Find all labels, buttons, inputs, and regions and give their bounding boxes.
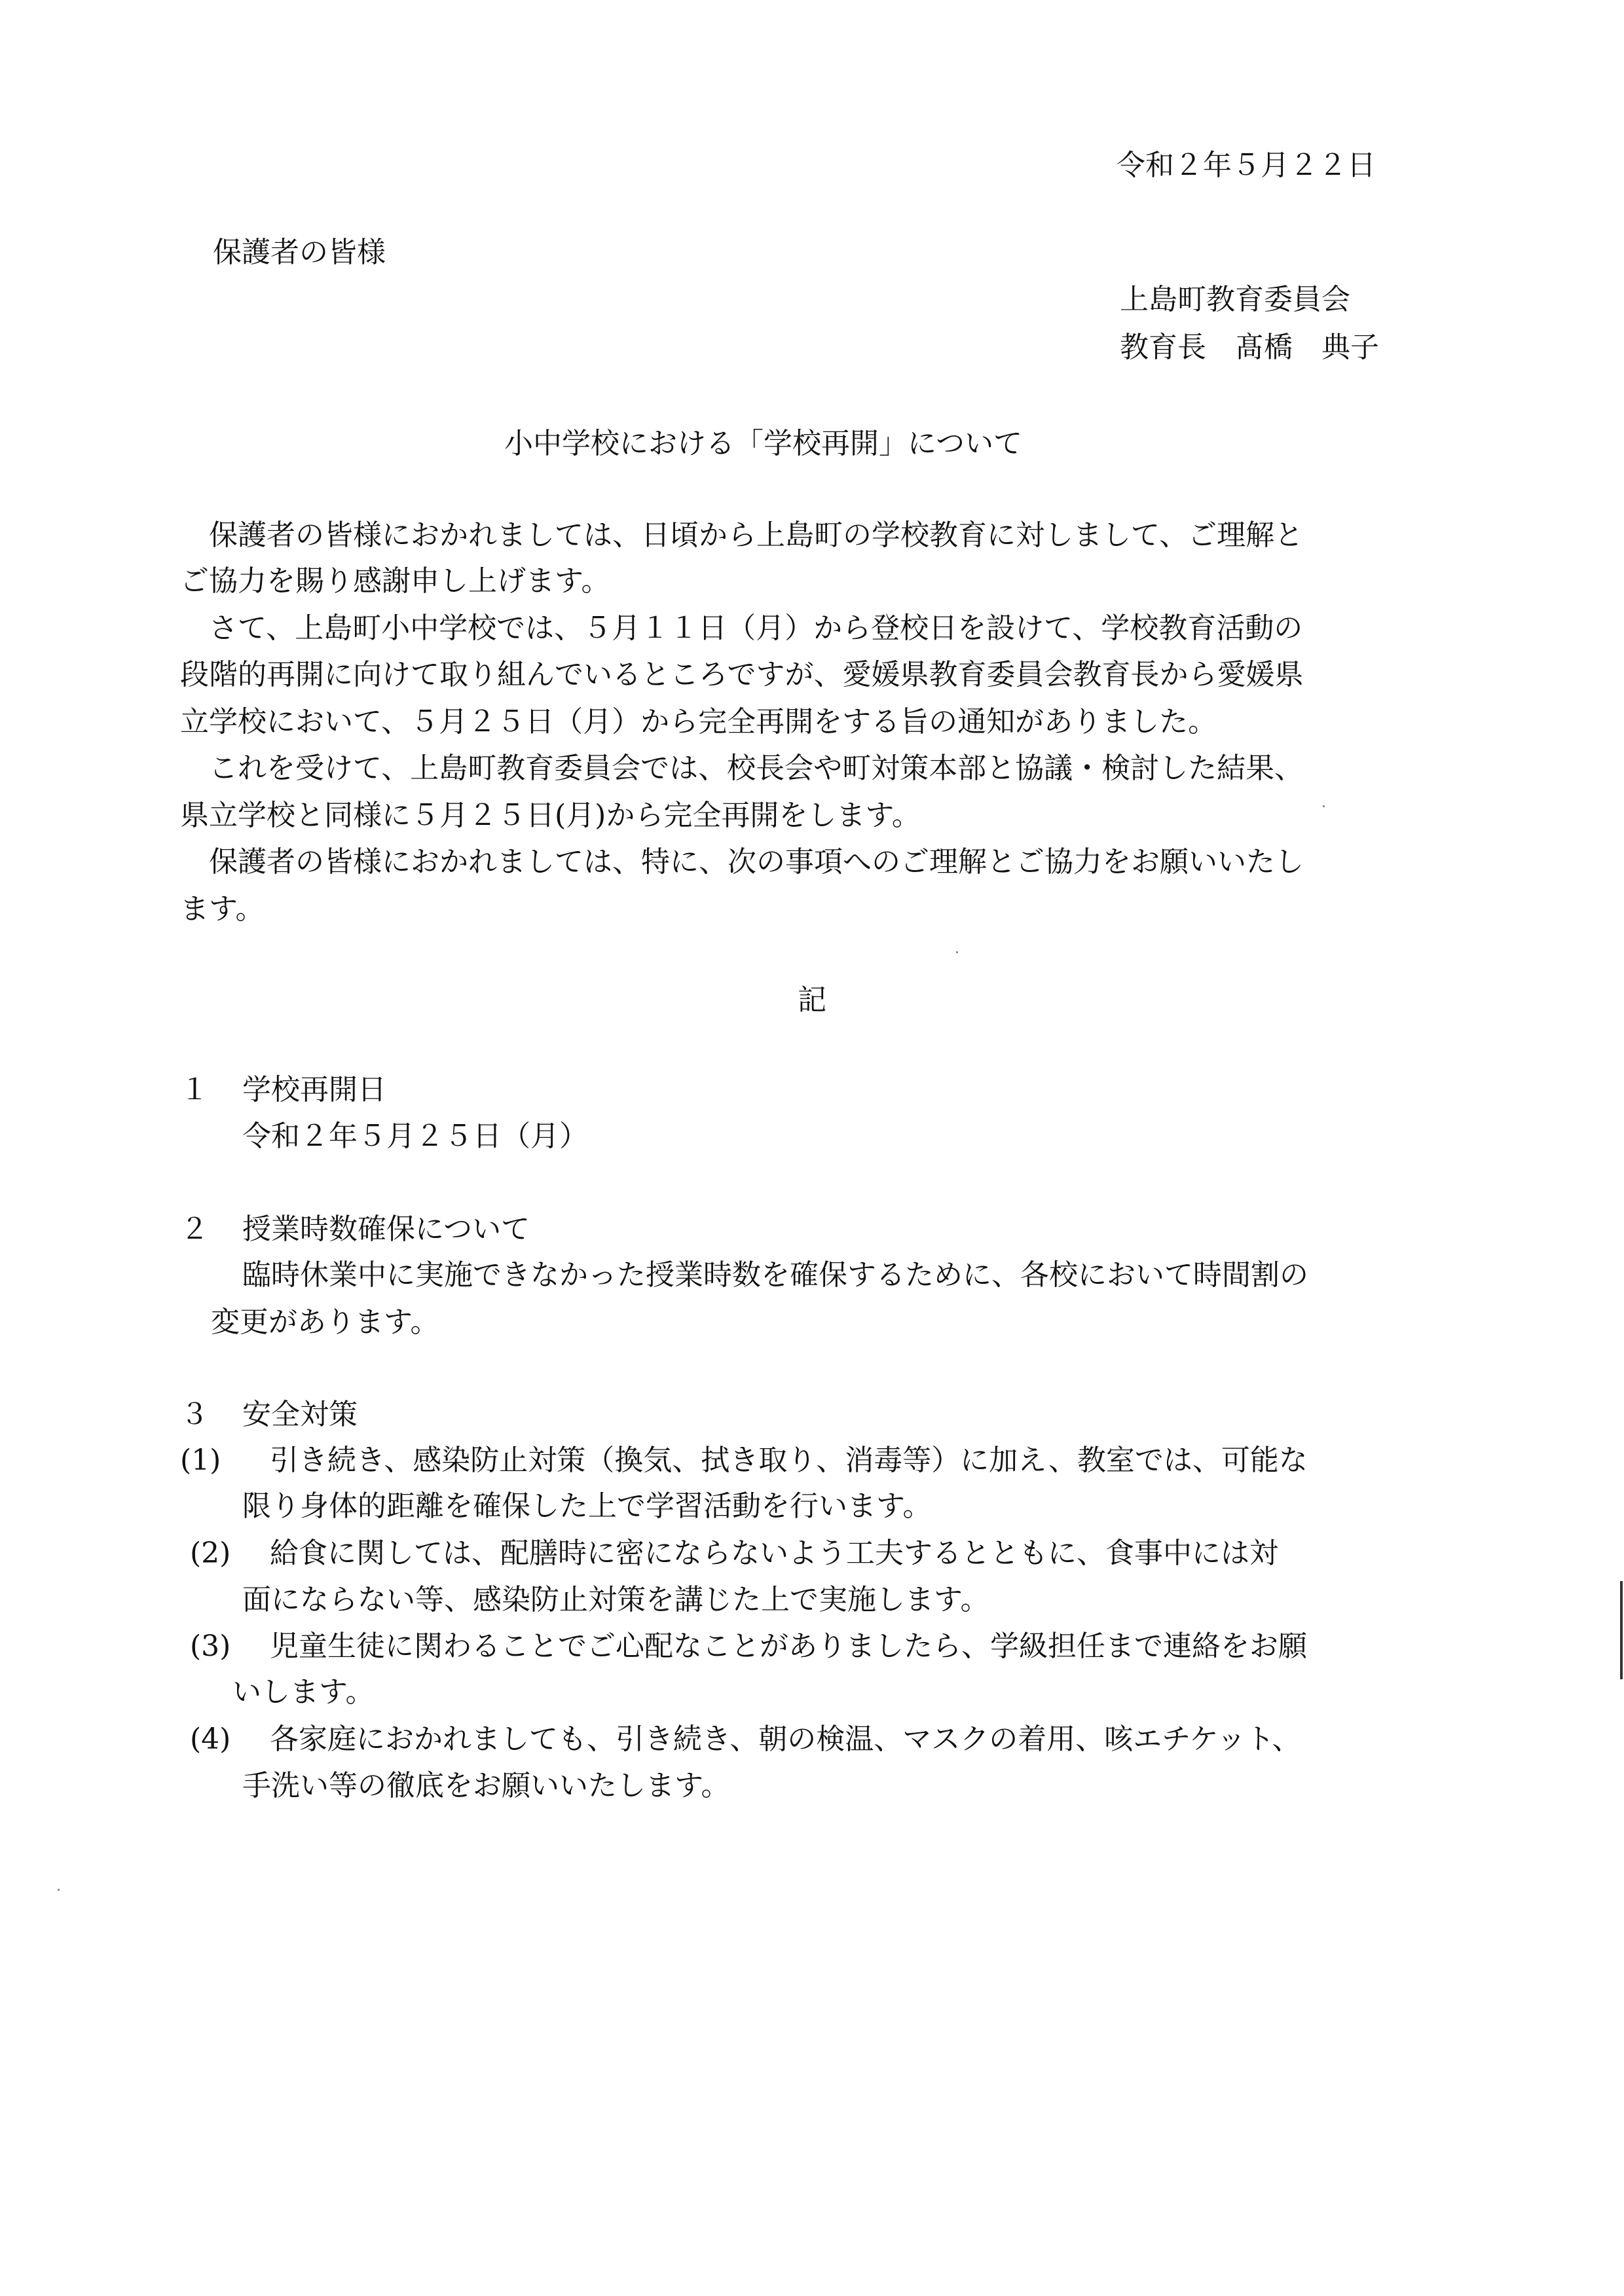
subitem-text-line: 給食に関しては、配膳時に密にならないよう工夫するとともに、食事中には対 xyxy=(270,1537,1278,1570)
body-paragraph-4-line-2: ます。 xyxy=(180,892,265,926)
subitem-text-line: いします。 xyxy=(232,1675,375,1709)
scan-edge-mark xyxy=(1620,1581,1623,1679)
item-number: ３ xyxy=(180,1398,209,1431)
item-heading: 安全対策 xyxy=(242,1398,358,1431)
subitem-text-line: 面にならない等、感染防止対策を講じた上で実施します。 xyxy=(242,1583,989,1616)
item-number: ２ xyxy=(180,1212,209,1246)
body-paragraph-1-line-2: ご協力を賜り感謝申し上げます。 xyxy=(180,564,610,598)
body-paragraph-3-line-1: これを受けて、上島町教育委員会では、校長会や町対策本部と協議・検討した結果、 xyxy=(180,752,1304,785)
subitem-number: (3) xyxy=(190,1630,231,1663)
subitem-text-line: 手洗い等の徹底をお願いいたします。 xyxy=(242,1769,730,1802)
subitem-number: (2) xyxy=(190,1537,231,1570)
sender-person: 教育長 髙橋 典子 xyxy=(1120,331,1379,364)
scan-speck xyxy=(1323,805,1325,807)
item-heading: 授業時数確保について xyxy=(242,1212,530,1246)
item-text-line: 変更があります。 xyxy=(211,1305,439,1339)
recipient: 保護者の皆様 xyxy=(213,236,386,269)
body-paragraph-4-line-1: 保護者の皆様におかれましては、特に、次の事項へのご理解とご協力をお願いいたし xyxy=(180,845,1304,879)
item-text-line: 臨時休業中に実施できなかった授業時数を確保するために、各校において時間割の xyxy=(242,1258,1308,1292)
ki-marker: 記 xyxy=(798,983,826,1017)
item-heading: 学校再開日 xyxy=(242,1073,386,1106)
sender-organization: 上島町教育委員会 xyxy=(1120,283,1350,316)
body-paragraph-3-line-2: 県立学校と同様に５月２５日(月)から完全再開をします。 xyxy=(180,799,921,832)
body-paragraph-1-line-1: 保護者の皆様におかれましては、日頃から上島町の学校教育に対しまして、ご理解と xyxy=(180,519,1304,552)
body-paragraph-2-line-2: 段階的再開に向けて取り組んでいるところですが、愛媛県教育委員会教育長から愛媛県 xyxy=(180,658,1304,691)
document-date: 令和２年５月２２日 xyxy=(1116,149,1376,182)
scan-speck xyxy=(58,1889,60,1891)
item-text-line: 令和２年５月２５日（月） xyxy=(242,1120,588,1153)
subitem-number: (1) xyxy=(180,1444,221,1477)
subitem-text-line: 各家庭におかれましても、引き続き、朝の検温、マスクの着用、咳エチケット、 xyxy=(270,1722,1301,1756)
subitem-text-line: 児童生徒に関わることでご心配なことがありましたら、学級担任まで連絡をお願 xyxy=(270,1630,1307,1663)
subitem-text-line: 引き続き、感染防止対策（換気、拭き取り、消毒等）に加え、教室では、可能な xyxy=(270,1444,1308,1477)
scan-speck xyxy=(956,951,958,953)
item-number: １ xyxy=(180,1073,209,1106)
body-paragraph-2-line-1: さて、上島町小中学校では、５月１１日（月）から登校日を設けて、学校教育活動の xyxy=(180,611,1303,645)
subitem-text-line: 限り身体的距離を確保した上で学習活動を行います。 xyxy=(242,1489,932,1523)
body-paragraph-2-line-3: 立学校において、５月２５日（月）から完全再開をする旨の通知がありました。 xyxy=(180,705,1217,738)
subitem-number: (4) xyxy=(190,1722,231,1756)
document-title: 小中学校における「学校再開」について xyxy=(504,427,1023,460)
